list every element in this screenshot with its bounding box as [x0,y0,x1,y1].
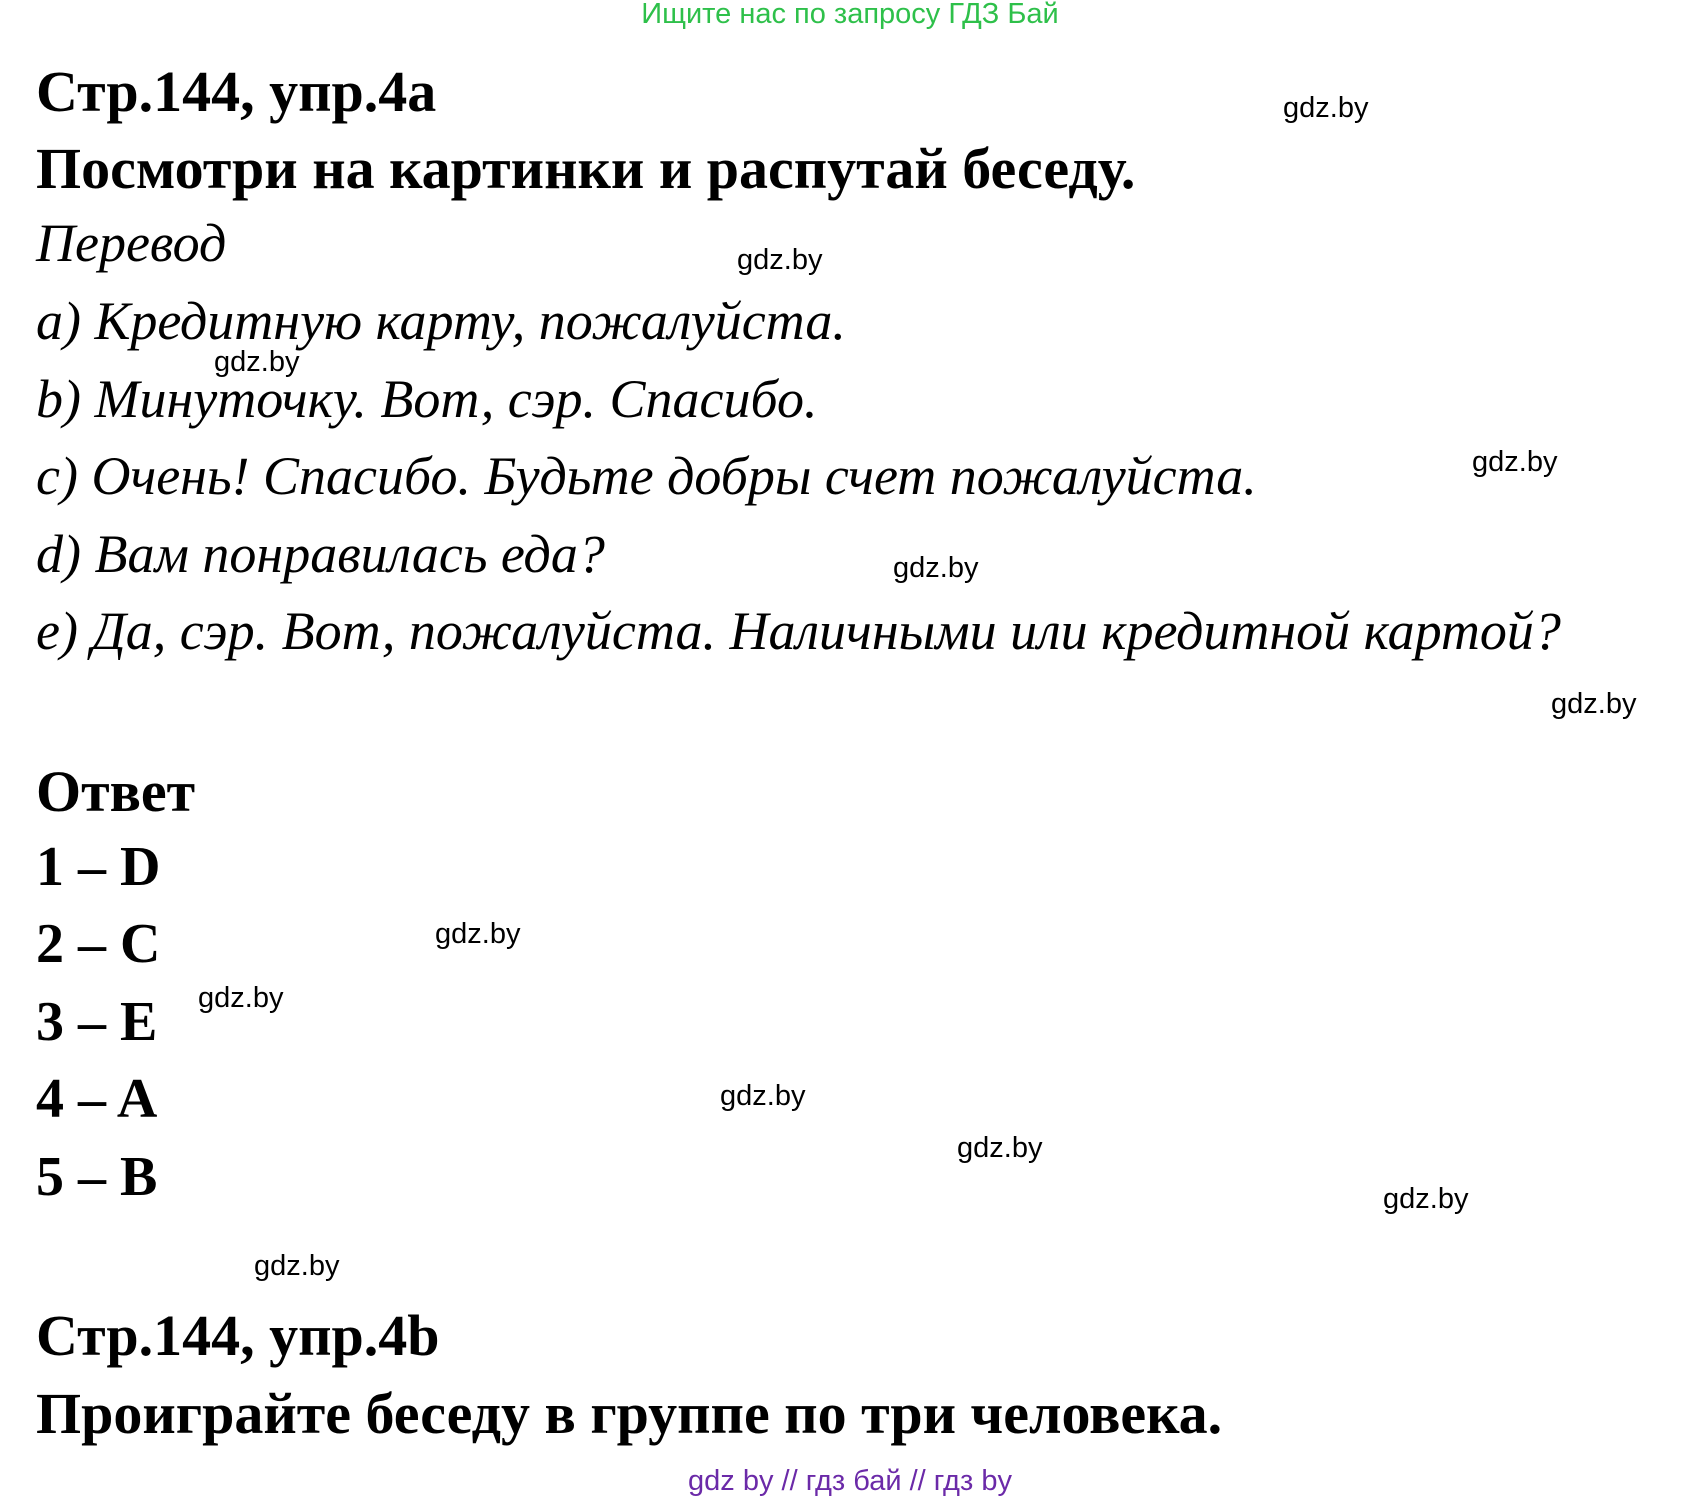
footer-links: gdz by // гдз бай // гдз by [688,1465,1012,1497]
translation-line-b: b) Минуточку. Вот, сэр. Спасибо. [36,369,818,429]
top-banner: Ищите нас по запросу ГДЗ Бай [641,0,1059,30]
watermark: gdz.by [893,552,979,584]
exercise-b-heading: Стр.144, упр.4b [36,1303,440,1368]
translation-line-d: d) Вам понравилась еда? [36,524,605,584]
exercise-a-task: Посмотри на картинки и распутай беседу. [36,136,1136,201]
watermark: gdz.by [1472,446,1558,478]
exercise-a-heading: Стр.144, упр.4a [36,59,437,124]
answer-5: 5 – B [36,1146,158,1208]
answer-label: Ответ [36,759,196,824]
answer-2: 2 – C [36,913,161,975]
watermark: gdz.by [1283,92,1369,124]
answer-4: 4 – A [36,1068,158,1130]
exercise-b-task: Проиграйте беседу в группе по три человека. [36,1381,1223,1446]
answer-1: 1 – D [36,836,161,898]
translation-line-a: a) Кредитную карту, пожалуйста. [36,291,846,351]
watermark: gdz.by [720,1080,806,1112]
watermark: gdz.by [435,918,521,950]
watermark: gdz.by [214,346,300,378]
watermark: gdz.by [198,982,284,1014]
translation-line-c: c) Очень! Спасибо. Будьте добры счет пожалуйста. [36,446,1257,506]
watermark: gdz.by [254,1250,340,1282]
translation-label: Перевод [36,213,227,273]
watermark: gdz.by [1383,1183,1469,1215]
watermark: gdz.by [737,244,823,276]
watermark: gdz.by [1551,688,1637,720]
translation-line-e: e) Да, сэр. Вот, пожалуйста. Наличными или кредитной картой? [36,601,1561,661]
answer-3: 3 – E [36,991,158,1053]
watermark: gdz.by [957,1132,1043,1164]
